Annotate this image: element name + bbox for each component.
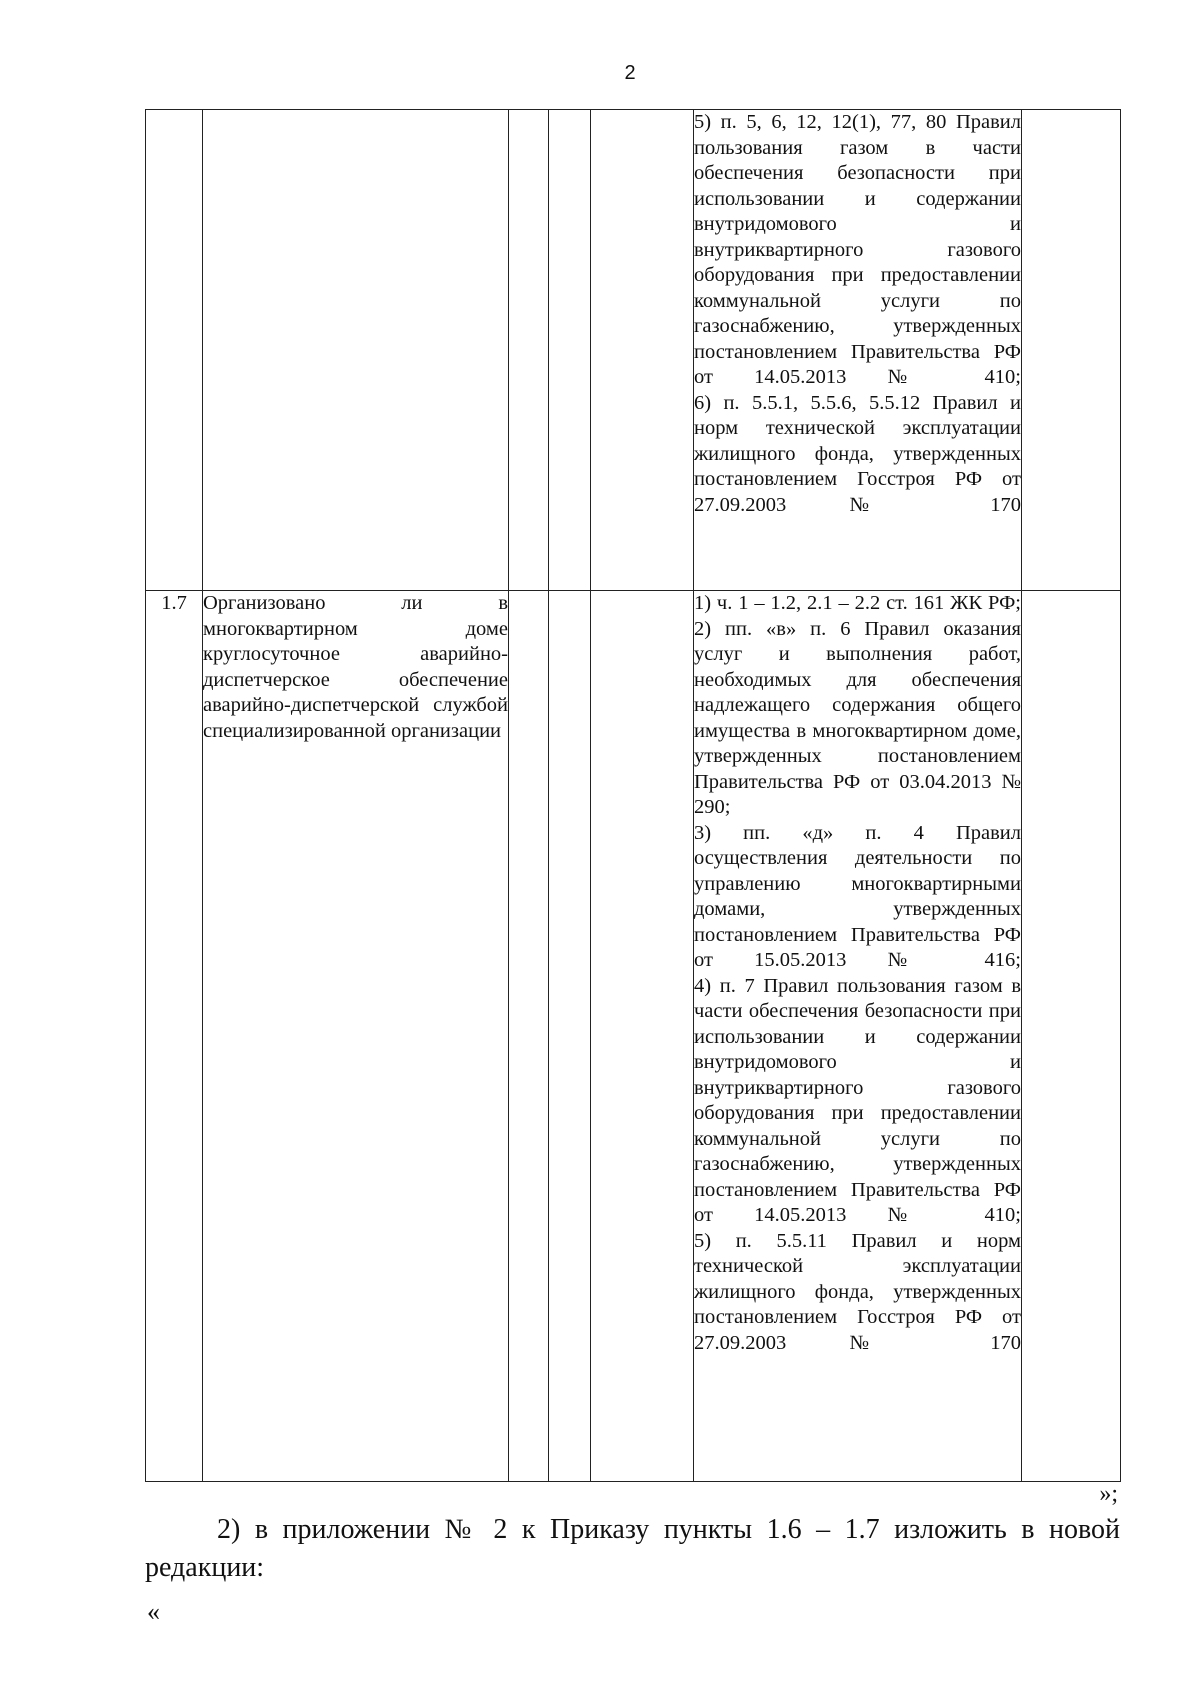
legal-basis-item: 3) пп. «д» п. 4 Правил осуществления деятельности по управлению многоквартирными домами, утвержденных постановлением Правительства РФ от 15.05.2013 № 416;: [694, 821, 1021, 971]
legal-basis-item: 1) ч. 1 – 1.2, 2.1 – 2.2 ст. 161 ЖК РФ;: [694, 592, 1021, 614]
empty-cell: [1022, 591, 1121, 1482]
empty-cell: [509, 110, 549, 591]
legal-basis-item: 2) пп. «в» п. 6 Правил оказания услуг и выполнения работ, необходимых для обеспечения надлежащего содержания общего имущества в многоквартирном доме, утвержденных постановлением Правительства РФ от 03.04.2013 № 290;: [694, 617, 1021, 818]
page-number: 2: [624, 62, 636, 84]
table-row: [146, 591, 1121, 1482]
empty-cell: [509, 591, 549, 1482]
empty-cell: [1022, 110, 1121, 591]
question-text: Организовано ли в многоквартирном доме круглосуточное аварийно-диспетчерское обеспечение аварийно-диспетчерской службой специализированной организации: [203, 592, 508, 742]
empty-cell: [549, 591, 591, 1482]
legal-basis-item: 5) п. 5.5.11 Правил и норм технической эксплуатации жилищного фонда, утвержденных постановлением Госстроя РФ от 27.09.2003 № 170: [694, 1229, 1021, 1354]
legal-basis-item: 6) п. 5.5.1, 5.5.6, 5.5.12 Правил и норм технической эксплуатации жилищного фонда, утвержденных постановлением Госстроя РФ от 27.09.2003 № 170: [694, 391, 1021, 516]
question-cell: [203, 110, 509, 591]
closing-quote: »;: [1099, 1481, 1118, 1507]
opening-quote: «: [147, 1597, 160, 1626]
amendment-paragraph: 2) в приложении № 2 к Приказу пункты 1.6 – 1.7 изложить в новой редакции:: [145, 1514, 1120, 1583]
item-number-cell: 1.7: [146, 591, 203, 1482]
item-number-cell: [146, 110, 203, 591]
checklist-table: [145, 109, 1121, 1482]
legal-basis-item: 5) п. 5, 6, 12, 12(1), 77, 80 Правил пользования газом в части обеспечения безопасности при использовании и содержании внутридомового и внутриквартирного газового оборудования при предоставлении коммунальной услуги по газоснабжению, утвержденных постановлением Правительства РФ от 14.05.2013 № 410;: [694, 111, 1021, 388]
legal-basis-cell: [694, 591, 1022, 1482]
question-cell: [203, 591, 509, 1482]
table-row: [146, 110, 1121, 591]
legal-basis-cell: [694, 110, 1022, 591]
empty-cell: [549, 110, 591, 591]
empty-cell: [591, 110, 694, 591]
legal-basis-item: 4) п. 7 Правил пользования газом в части обеспечения безопасности при использовании и содержании внутридомового и внутриквартирного газового оборудования при предоставлении коммунальной услуги по газоснабжению, утвержденных постановлением Правительства РФ от 14.05.2013 № 410;: [694, 974, 1021, 1226]
empty-cell: [591, 591, 694, 1482]
